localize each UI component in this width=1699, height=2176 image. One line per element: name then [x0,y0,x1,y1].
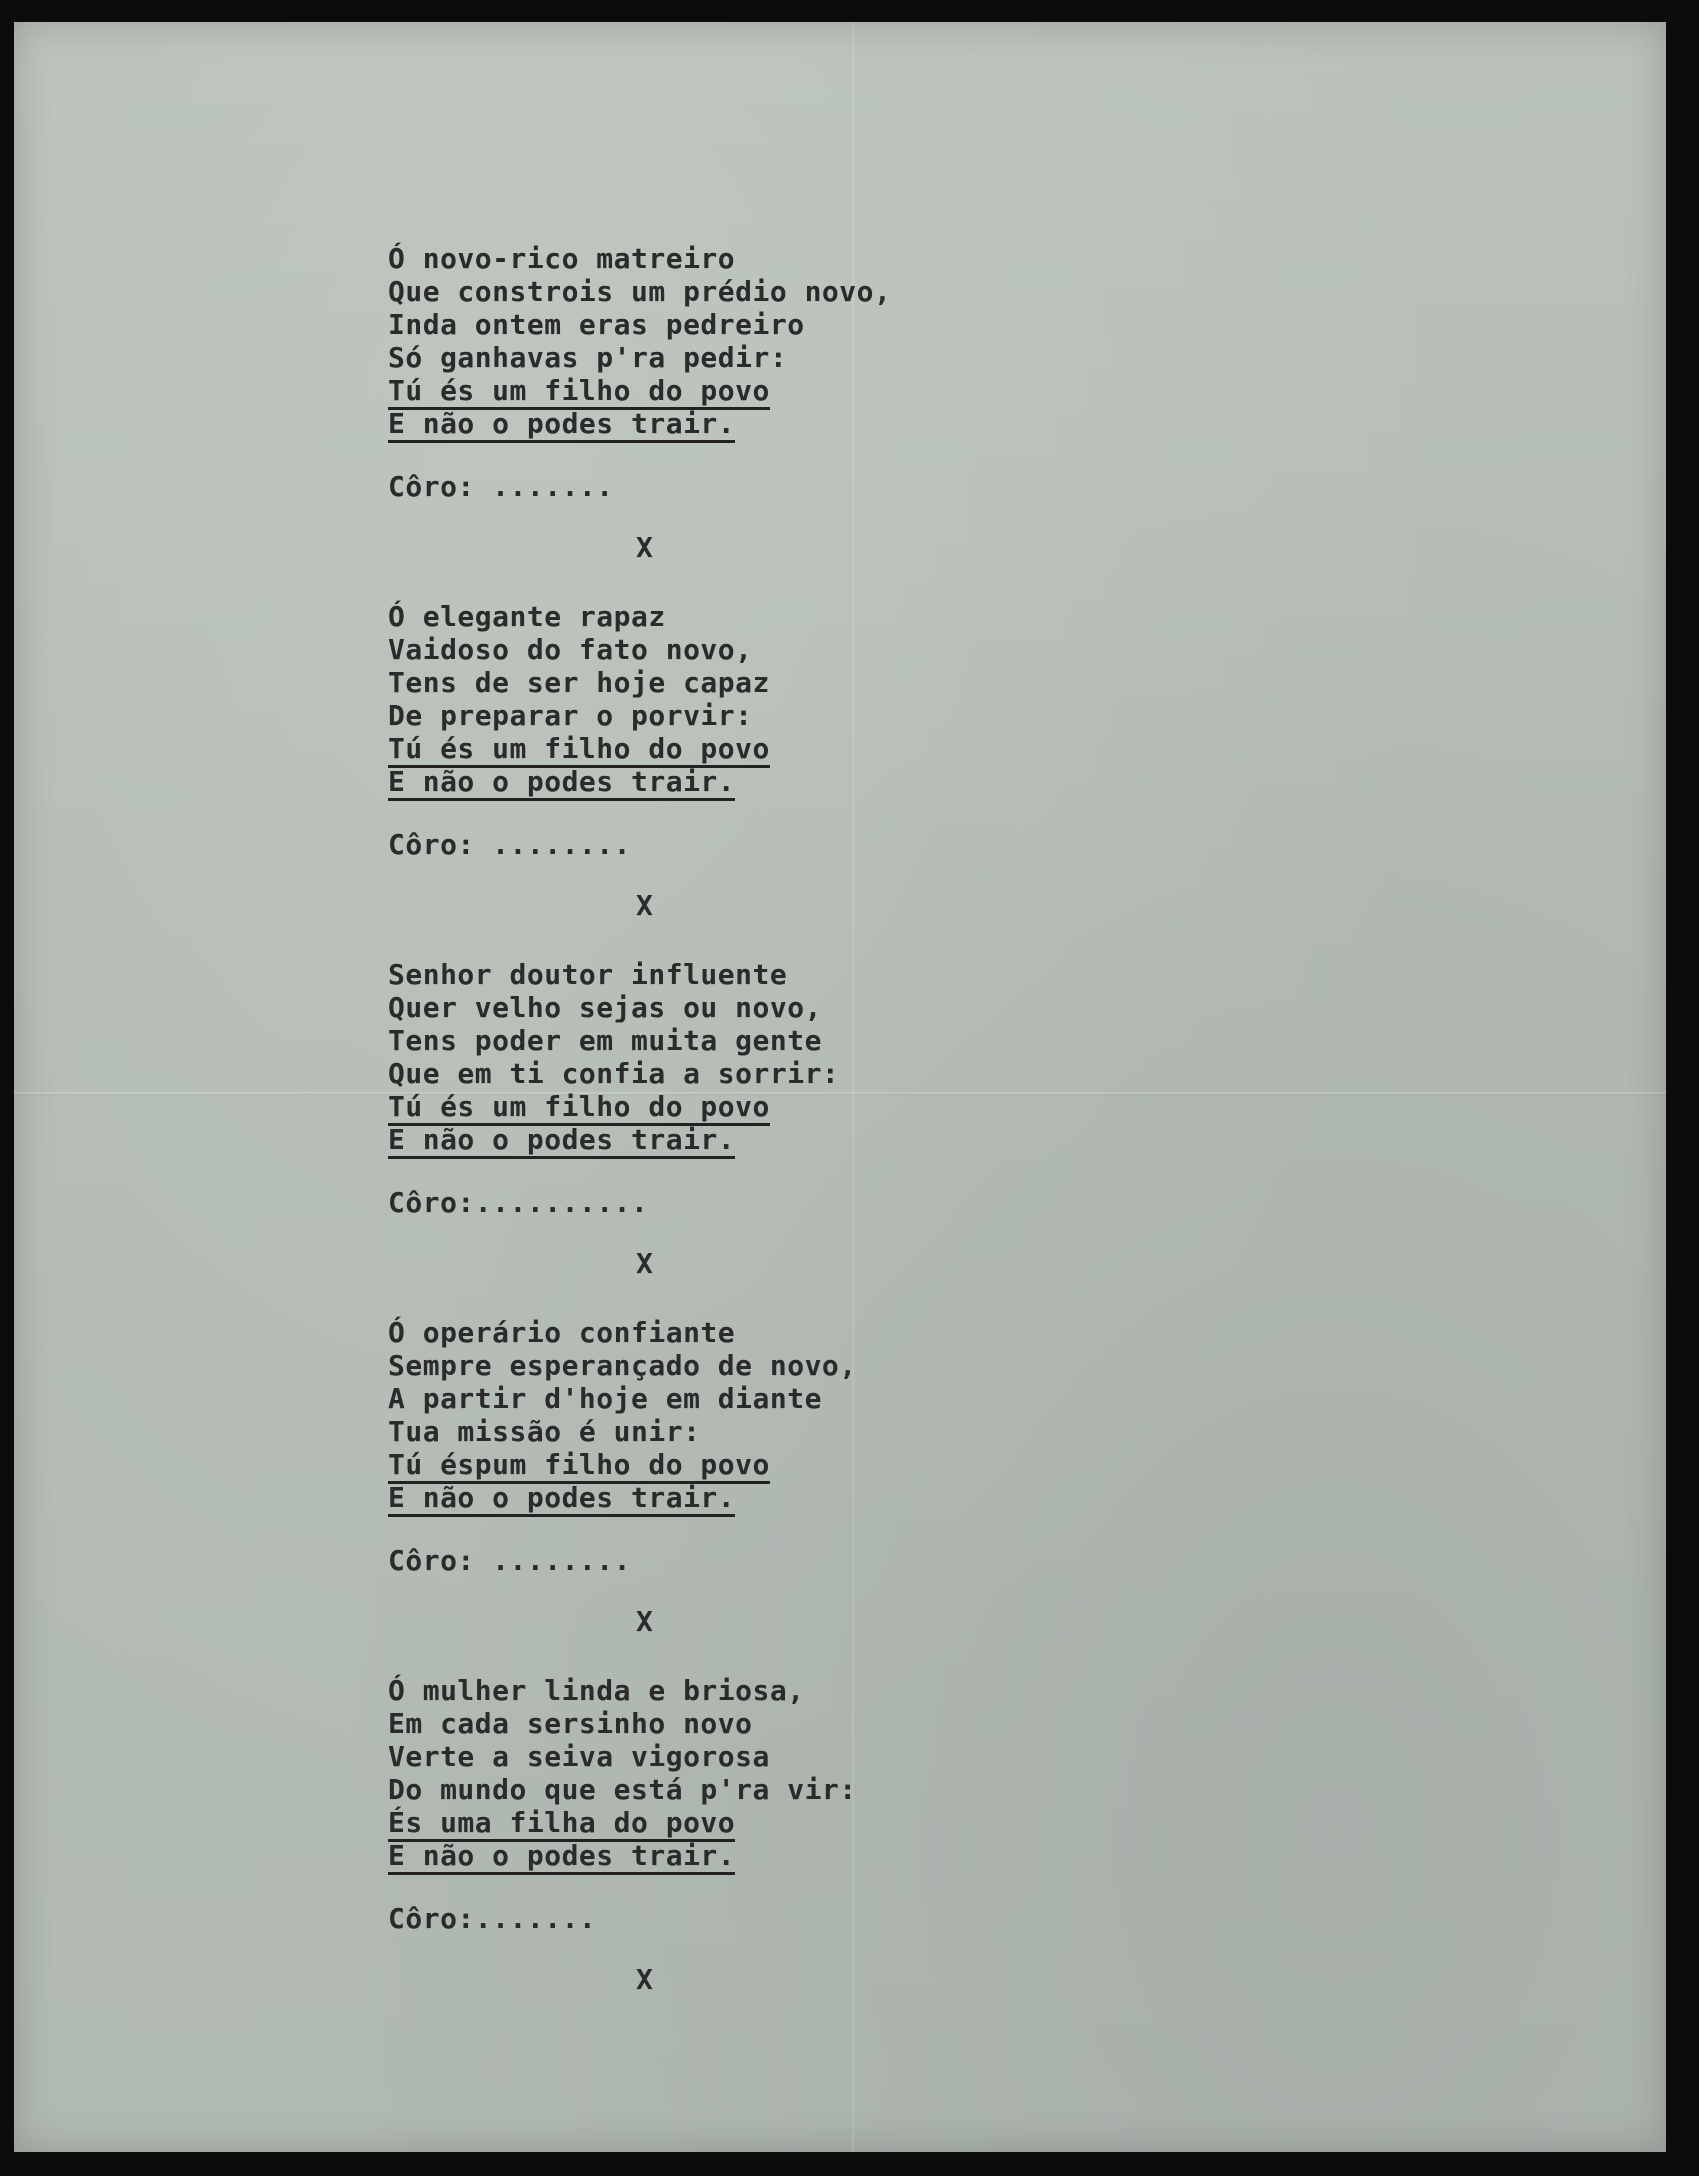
refrain-text: E não o podes trair. [388,1123,735,1159]
chorus-marker: Côro: ....... [388,470,614,503]
chorus-marker: Côro: ........ [388,1544,632,1577]
refrain-line [388,1839,1088,1872]
verse-line: Do mundo que está p'ra vir: [388,1773,857,1806]
verse-line: Ó novo-rico matreiro [388,242,736,275]
verse-line: Tens de ser hoje capaz [388,666,770,699]
refrain-line [388,1448,1088,1481]
verse-line: Em cada sersinho novo [388,1707,753,1740]
stanza-separator: X [636,889,654,922]
verse-line: Que constrois um prédio novo, [388,275,892,308]
refrain-text: E não o podes trair. [388,407,735,443]
refrain-text: Tú és um filho do povo [388,1090,770,1126]
refrain-text: Tú és um filho do povo [388,732,770,768]
refrain-line [388,1123,1088,1156]
verse-line: Tens poder em muita gente [388,1024,822,1057]
refrain-text: És uma filha do povo [388,1806,735,1842]
verse-line: Verte a seiva vigorosa [388,1740,770,1773]
refrain-text: E não o podes trair. [388,1481,735,1517]
verse-line: Que em ti confia a sorrir: [388,1057,840,1090]
verse-line: Tua missão é unir: [388,1415,701,1448]
refrain-text: Tú éspum filho do povo [388,1448,770,1484]
refrain-text: E não o podes trair. [388,1839,735,1875]
verse-line: Só ganhavas p'ra pedir: [388,341,788,374]
verse-line: Senhor doutor influente [388,958,788,991]
verse-line: A partir d'hoje em diante [388,1382,822,1415]
verse-line: Inda ontem eras pedreiro [388,308,805,341]
poem-body [388,242,1088,1996]
refrain-line [388,374,1088,407]
stanza-1 [388,242,1088,564]
typed-page [14,22,1666,2152]
verse-line: Sempre esperançado de novo, [388,1349,857,1382]
verse-line: De preparar o porvir: [388,699,753,732]
stanza-4 [388,1316,1088,1638]
refrain-line [388,407,1088,440]
refrain-line [388,1090,1088,1123]
refrain-line [388,1806,1088,1839]
stanza-separator: X [636,531,654,564]
verse-line: Ó operário confiante [388,1316,736,1349]
verse-line: Quer velho sejas ou novo, [388,991,822,1024]
stanza-3 [388,958,1088,1280]
verse-line: Ó mulher linda e briosa, [388,1674,805,1707]
stanza-separator: X [636,1605,654,1638]
refrain-line [388,765,1088,798]
verse-line: Vaidoso do fato novo, [388,633,753,666]
chorus-marker: Côro:....... [388,1902,597,1935]
chorus-marker: Côro: ........ [388,828,632,861]
refrain-text: Tú és um filho do povo [388,374,770,410]
stanza-5 [388,1674,1088,1996]
verse-line: Ó elegante rapaz [388,600,666,633]
refrain-text: E não o podes trair. [388,765,735,801]
stanza-2 [388,600,1088,922]
chorus-marker: Côro:.......... [388,1186,649,1219]
refrain-line [388,732,1088,765]
stanza-separator: X [636,1963,654,1996]
stanza-separator: X [636,1247,654,1280]
refrain-line [388,1481,1088,1514]
